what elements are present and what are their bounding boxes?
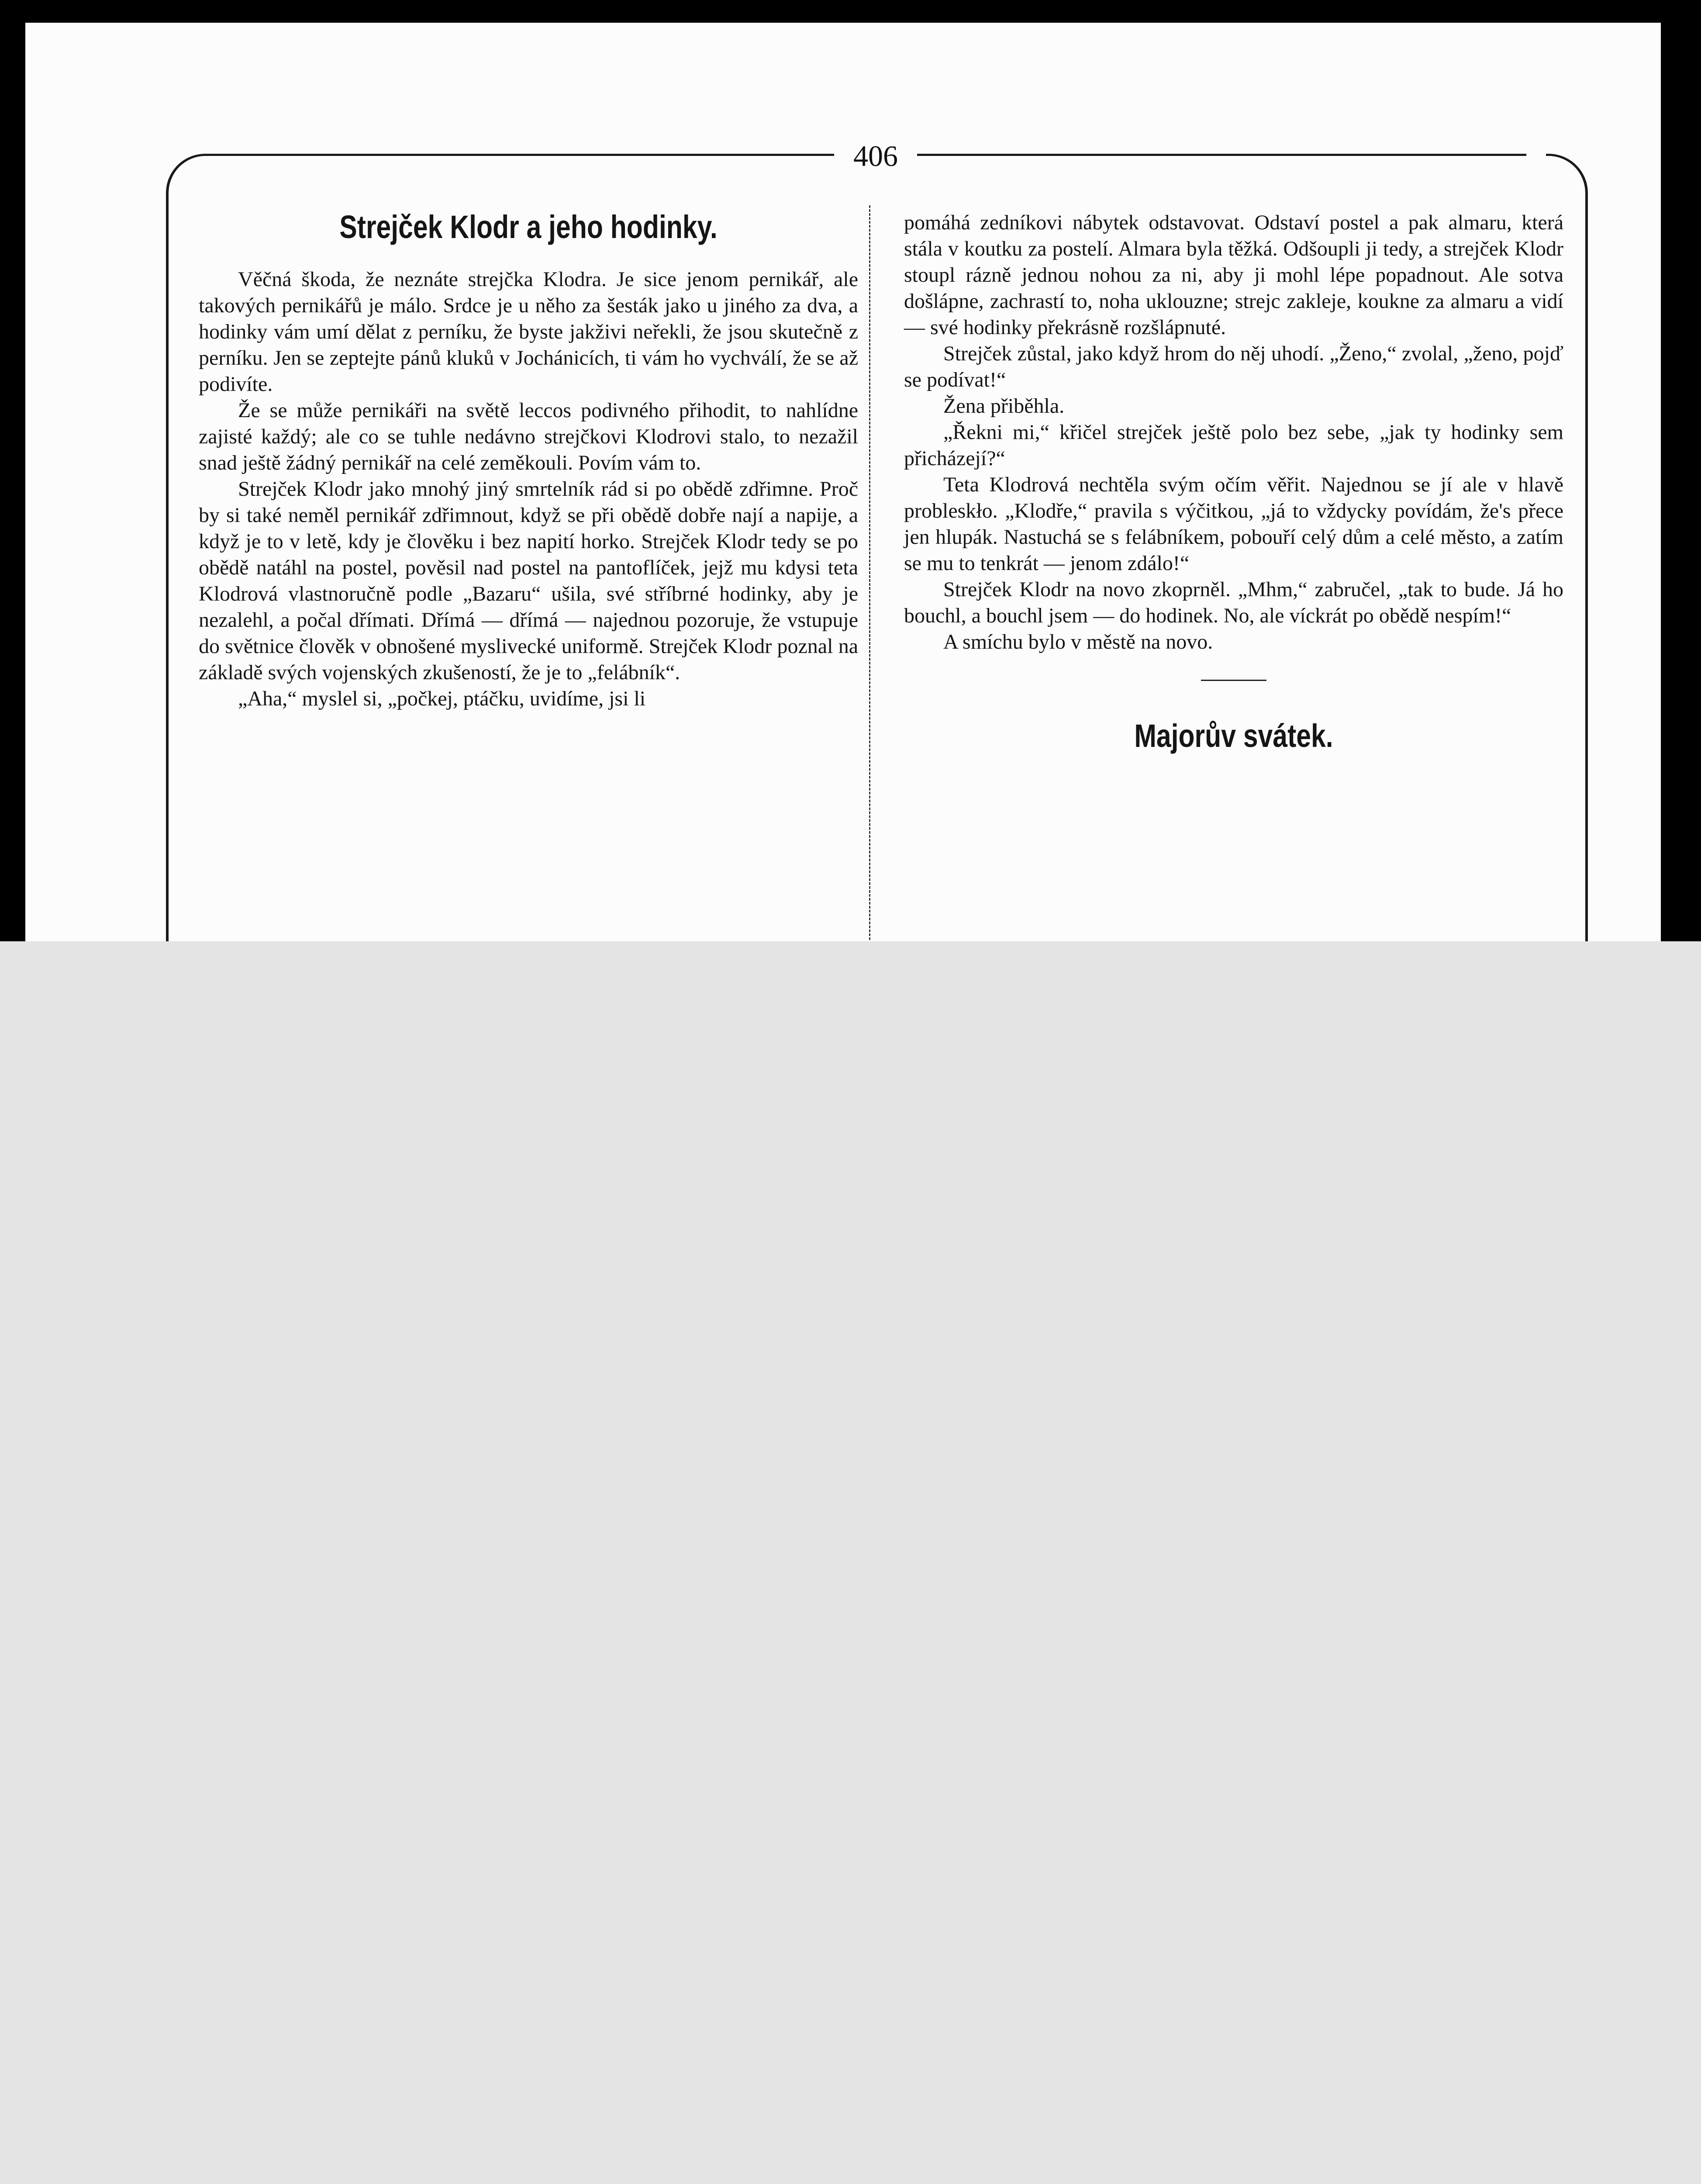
paragraph: pomáhá zedníkovi nábytek odstavovat. Odstaví postel a pak almaru, která stála v koutku za postelí. Almara byla těžká. Odšoupli ji tedy, a strejček Klodr stoupl rázně jednou nohou za ni, aby ji mohl lépe popadnout. Ale sotva došlápne, zachrastí to, noha uklouzne; strejc zakleje, koukne za almaru a vidí — své hodinky překrásně rozšlápnuté. xyxy=(904,211,1563,339)
scanned-page xyxy=(0,0,1701,941)
paragraph: A smíchu bylo v městě na novo. xyxy=(943,630,1213,653)
column-divider xyxy=(869,205,870,941)
paragraph: Strejček zůstal, jako když hrom do něj uhodí. „Ženo,“ zvolal, „ženo, pojď se podívat!“ xyxy=(904,342,1563,391)
paragraph: Strejček Klodr jako mnohý jiný smrtelník rád si po obědě zdřimne. Proč by si také neměl pernikář zdřimnout, když se při obědě dobře nají a napije, a když je to v letě, kdy je člověku i bez napití horko. Strejček Klodr tedy se po obědě natáhl na postel, pověsil nad postel na pantoflíček, jejž mu kdysi teta Klodrová vlastnoručně podle „Bazaru“ ušila, své stříbrné hodinky, aby je nezalehl, a počal dřímati. Dřímá — dřímá — najednou pozoruje, že vstupuje do světnice člověk v obnošené myslivecké uniformě. Strejček Klodr poznal na základě svých vojenských zkušeností, že je to „felábník“. xyxy=(199,477,858,684)
paragraph: Věčná škoda, že neznáte strejčka Klodra. Je sice jenom pernikář, ale takových pernikářů je málo. Srdce je u něho za šesták jako u jiného za dva, a hodinky vám umí dělat z perníku, že byste jakživi neřekli, že jsou skutečně z perníku. Jen se zeptejte pánů kluků v Jochánicích, ti vám ho vychválí, že se až podivíte. xyxy=(199,268,858,396)
article-title: Strejček Klodr a jeho hodinky. xyxy=(339,209,718,245)
paragraph: Že se může pernikáři na světě leccos podivného přihodit, to nahlídne zajisté každý; ale co se tuhle nedávno strejčkovi Klodrovi stalo, to nezažil snad ještě žádný pernikář na celé zeměkouli. Povím vám to. xyxy=(199,399,858,474)
paragraph: Strejček Klodr na novo zkoprněl. „Mhm,“ zabručel, „tak to bude. Já ho bouchl, a bouchl jsem — do hodinek. No, ale víckrát po obědě nespím!“ xyxy=(904,578,1563,627)
paragraph: Teta Klodrová nechtěla svým očím věřit. Najednou se jí ale v hlavě probleskło. „Klodře,“ pravila s výčitkou, „já to vždycky povídám, že's přece jen hlupák. Nastuchá se s felábníkem, pobouří celý dům a celé město, a zatím se mu to tenkrát — jenom zdálo!“ xyxy=(904,473,1563,575)
article-title-2: Majorův svátek. xyxy=(1134,718,1333,754)
paragraph: Žena přiběhla. xyxy=(943,394,1065,418)
paragraph: „Řekni mi,“ křičel strejček ještě polo bez sebe, „jak ty hodinky sem přicházejí?“ xyxy=(904,421,1563,470)
section-separator xyxy=(1201,680,1266,681)
cut-off-line: „Aha,“ myslel si, „počkej, ptáčku, uvidíme, jsi li xyxy=(238,687,646,710)
page-number: 406 xyxy=(834,136,917,176)
left-column xyxy=(199,210,858,712)
right-column xyxy=(904,210,1563,775)
